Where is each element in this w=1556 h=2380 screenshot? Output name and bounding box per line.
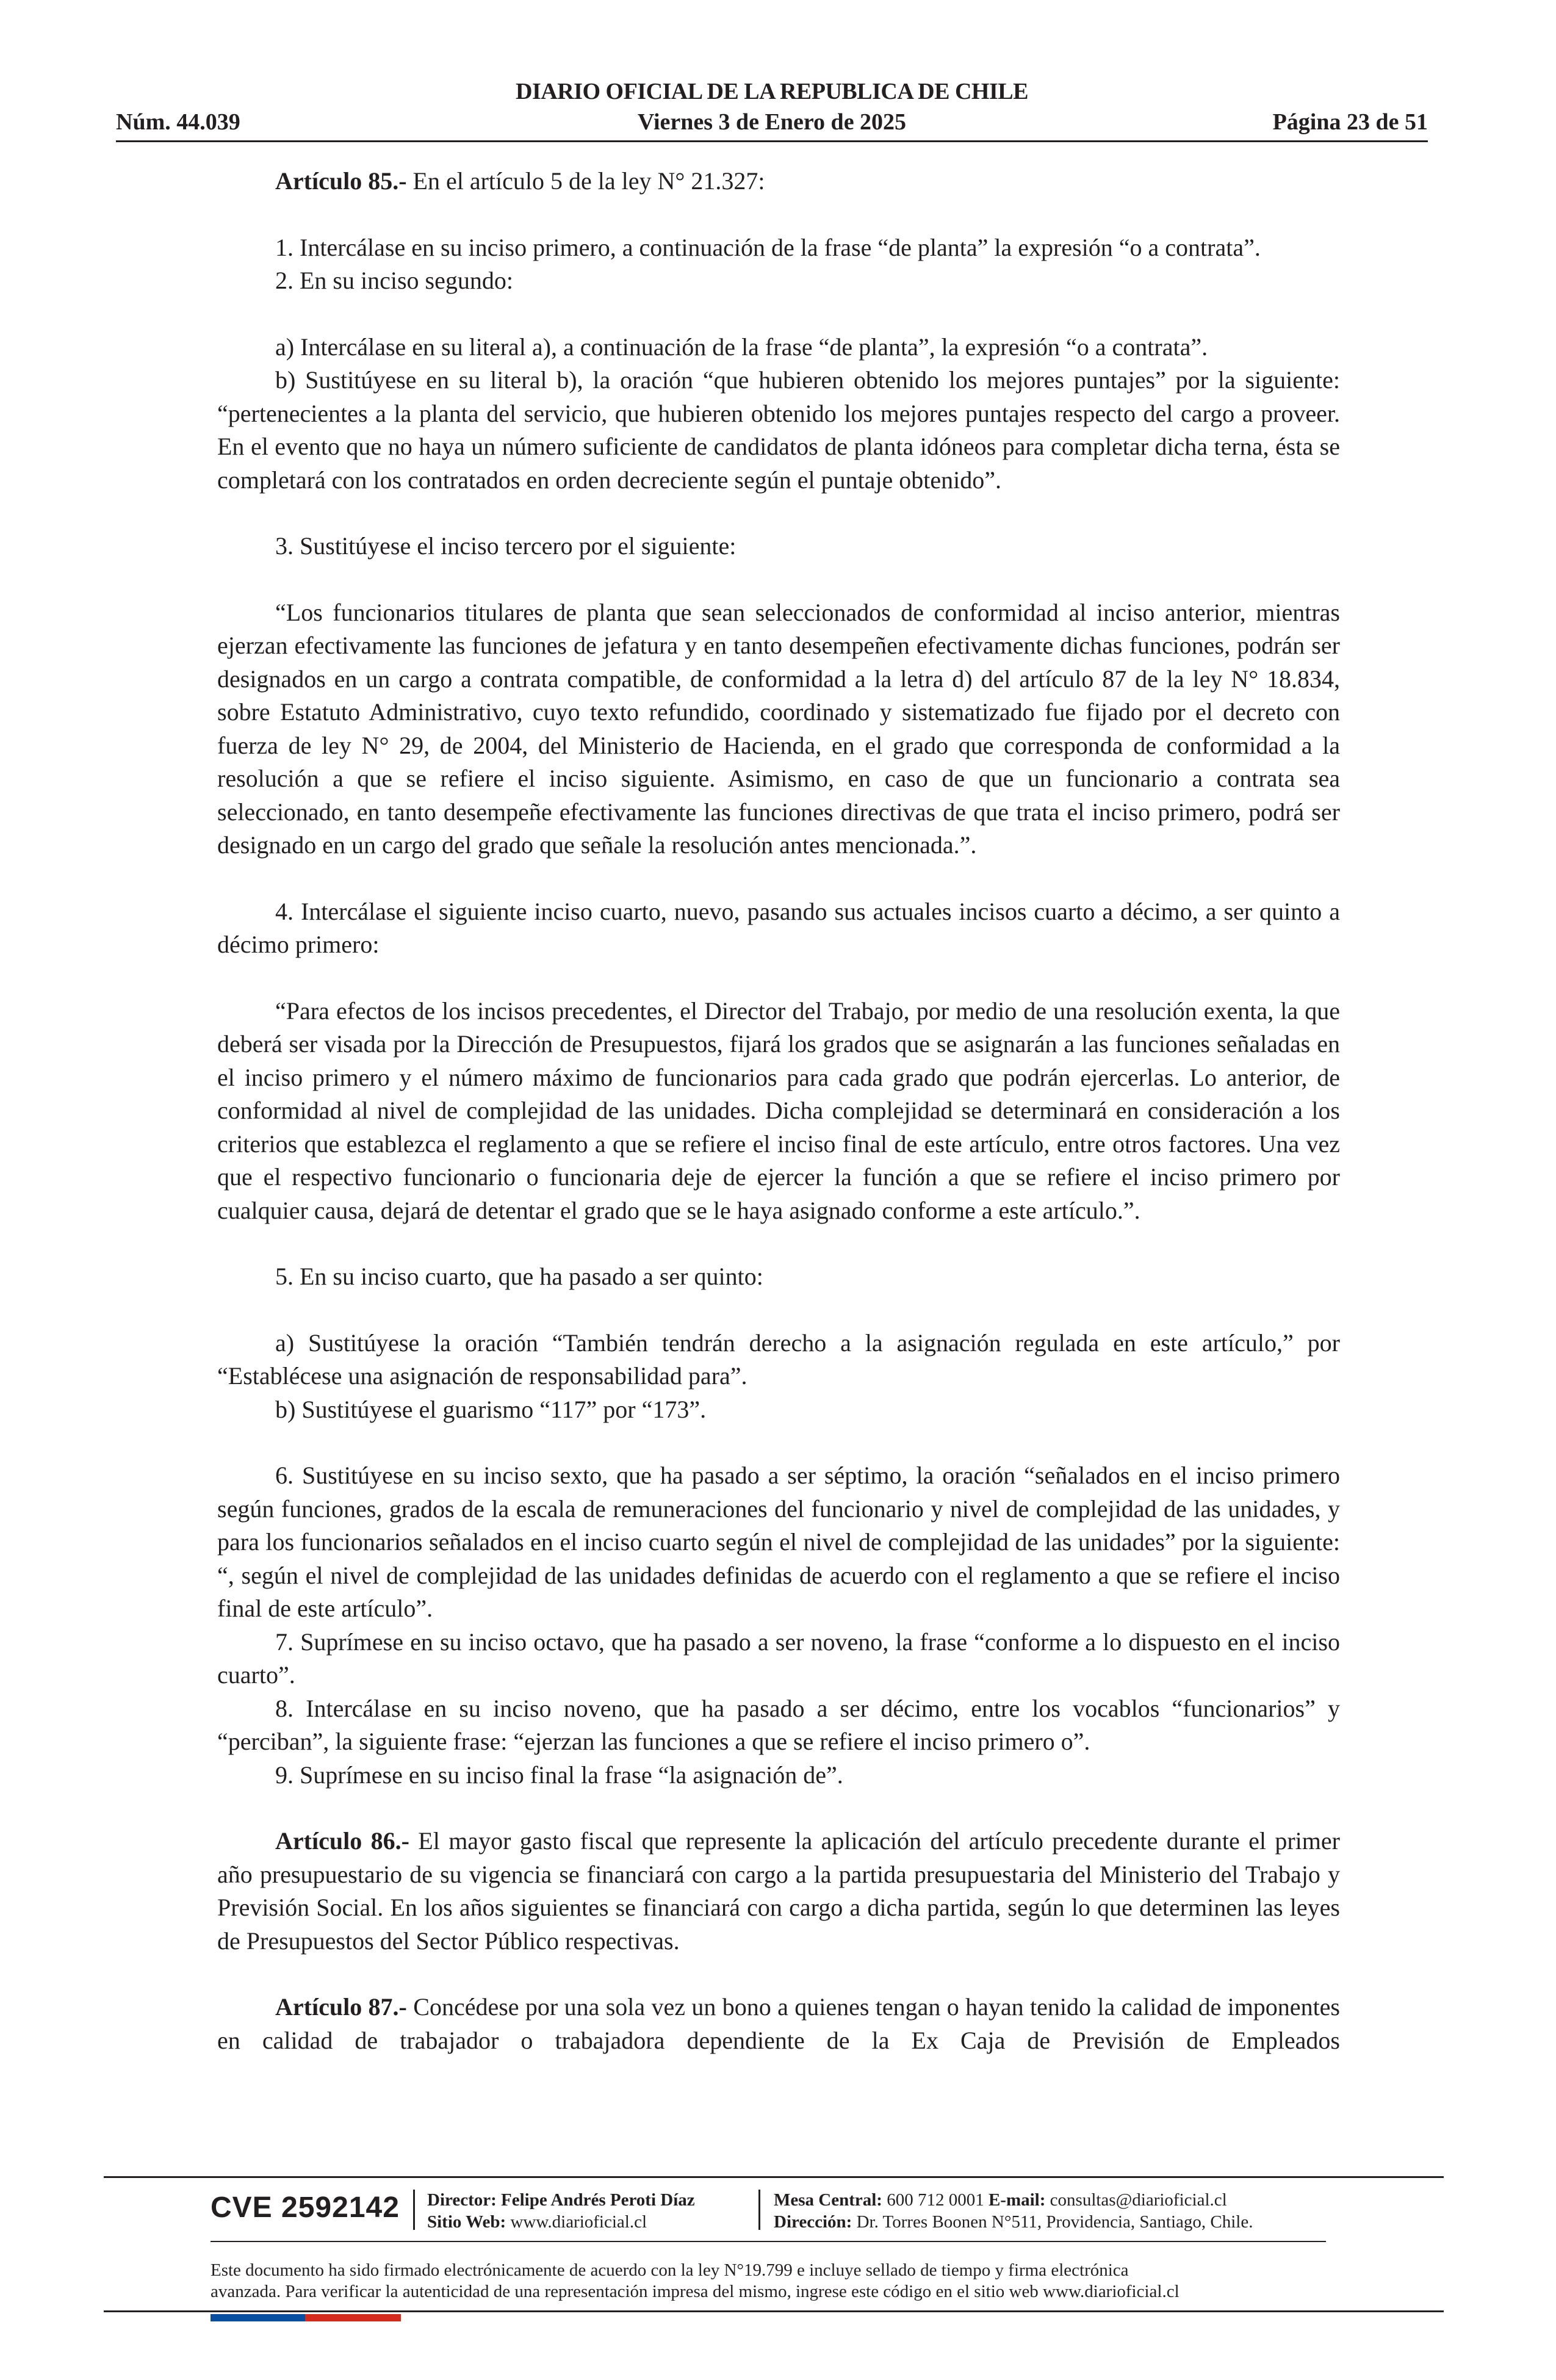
header-divider — [116, 140, 1428, 142]
flag-stripe-red — [305, 2314, 401, 2321]
web-label: Sitio Web: — [427, 2212, 506, 2232]
footer-mid-divider — [211, 2241, 1326, 2242]
article-86 — [217, 1825, 1340, 1958]
gazette-title: DIARIO OFICIAL DE LA REPUBLICA DE CHILE — [516, 79, 1028, 104]
item-3: 3. Sustitúyese el inciso tercero por el siguiente: — [275, 532, 737, 560]
item-2a: a) Intercálase en su literal a), a continuación de la frase “de planta”, la expresión “o a contrata”. — [275, 333, 1208, 361]
page-header — [116, 72, 1428, 144]
item-7: 7. Suprímese en su inciso octavo, que ha pasado a ser noveno, la frase “conforme a lo dispuesto en el inciso cuarto”. — [217, 1628, 1340, 1689]
contact-info — [774, 2189, 1253, 2233]
item-4: 4. Intercálase el siguiente inciso cuarto, nuevo, pasando sus actuales incisos cuarto a décimo, a ser quinto a décimo primero: — [217, 897, 1340, 958]
article-87-text: Concédese por una sola vez un bono a quienes tengan o hayan tenido la calidad de imponentes en calidad de trabajador o trabajadora dependiente de la Ex Caja de Previsión de Empleados — [217, 1993, 1340, 2054]
footer-separator — [413, 2190, 415, 2230]
article-85-intro: En el artículo 5 de la ley N° 21.327: — [406, 167, 765, 195]
item-1: 1. Intercálase en su inciso primero, a continuación de la frase “de planta” la expresión “o a contrata”. — [275, 233, 1261, 261]
document-body — [217, 165, 1340, 2057]
article-85-label: Artículo 85.- — [275, 167, 407, 195]
page-number: Página 23 de 51 — [1272, 109, 1428, 135]
legal-line-1: Este documento ha sido firmado electrónicamente de acuerdo con la ley N°19.799 e incluye sellado de tiempo y firma electrónica — [211, 2260, 1129, 2280]
item-8: 8. Intercálase en su inciso noveno, que ha pasado a ser décimo, entre los vocablos “funcionarios” y “perciban”, la siguiente frase: “ejerzan las funciones a que se refiere el inciso primero o”. — [217, 1694, 1340, 1755]
email-label: E-mail: — [988, 2190, 1046, 2210]
address-text: Dr. Torres Boonen N°511, Providencia, Santiago, Chile. — [856, 2212, 1253, 2232]
item-4-quote: “Para efectos de los incisos precedentes, el Director del Trabajo, por medio de una resolución exenta, la que deberá ser visada por la Dirección de Presupuestos, fijará los grados que se asignarán a las funciones señaladas en el inciso primero y el número máximo de funcionarios para cada grado que podrán ejercerlas. Lo anterior, de conformidad al nivel de complejidad de las unidades. Dicha complejidad se determinará en consideración a los criterios que establezca el reglamento a que se refiere el inciso final de este artículo, entre otros factores. Una vez que el respectivo funcionario o funcionaria deje de ejercer la función a que se refiere el inciso primero por cualquier causa, dejará de detentar el grado que se le haya asignado conforme a este artículo.”. — [217, 997, 1340, 1224]
item-5: 5. En su inciso cuarto, que ha pasado a ser quinto: — [275, 1263, 763, 1290]
footer-separator — [758, 2190, 760, 2230]
issue-date: Viernes 3 de Enero de 2025 — [637, 109, 907, 135]
email-link[interactable]: consultas@diarioficial.cl — [1050, 2190, 1227, 2210]
legal-line-2: avanzada. Para verificar la autenticidad de una representación impresa del mismo, ingrese este código en el sitio web www.diarioficial.cl — [211, 2282, 1180, 2301]
item-2b: b) Sustitúyese en su literal b), la oración “que hubieren obtenido los mejores puntajes” por la siguiente: “pertenecientes a la planta del servicio, que hubieren obtenido los mejores puntajes respecto del cargo a proveer. En el evento que no haya un número suficiente de candidatos de planta idóneos para completar dicha terna, ésta se completará con los contratados en orden decreciente según el puntaje obtenido”. — [217, 366, 1340, 494]
article-87 — [217, 1991, 1340, 2057]
article-86-label: Artículo 86.- — [275, 1827, 409, 1855]
mesa-label: Mesa Central: — [774, 2190, 882, 2210]
item-5b: b) Sustitúyese el guarismo “117” por “173”. — [275, 1395, 707, 1423]
flag-stripe-blue — [211, 2314, 305, 2321]
footer-top-divider — [104, 2176, 1444, 2178]
article-85-heading — [217, 165, 1340, 198]
director-info — [427, 2189, 695, 2233]
director-label: Director: — [427, 2190, 497, 2210]
item-6: 6. Sustitúyese en su inciso sexto, que ha pasado a ser séptimo, la oración “señalados en el inciso primero según funciones, grados de la escala de remuneraciones del funcionario y nivel de complejidad de las unidades, y para los funcionarios señalados en el inciso cuarto según el nivel de complejidad de las unidades” por la siguiente: “, según el nivel de complejidad de las unidades definidas de acuerdo con el reglamento a que se refiere el inciso final de este artículo”. — [217, 1462, 1340, 1622]
article-86-text: El mayor gasto fiscal que represente la aplicación del artículo precedente durante el primer año presupuestario de su vigencia se financiará con cargo a la partida presupuestaria del Ministerio del Trabajo y Previsión Social. En los años siguientes se financiará con cargo a dicha partida, según lo que determinen las leyes de Presupuestos del Sector Público respectivas. — [217, 1827, 1340, 1955]
item-5a: a) Sustitúyese la oración “También tendrán derecho a la asignación regulada en este artículo,” por “Establécese una asignación de responsabilidad para”. — [217, 1329, 1340, 1390]
issue-number: Núm. 44.039 — [116, 109, 240, 135]
phone-number: 600 712 0001 — [887, 2190, 984, 2210]
footer-bottom-divider — [104, 2310, 1444, 2312]
item-9: 9. Suprímese en su inciso final la frase “la asignación de”. — [275, 1761, 843, 1789]
article-87-label: Artículo 87.- — [275, 1993, 407, 2021]
item-3-quote: “Los funcionarios titulares de planta que sean seleccionados de conformidad al inciso anterior, mientras ejerzan efectivamente las funciones de jefatura y en tanto desempeñen efectivamente dichas funciones, podrán ser designados en un cargo a contrata compatible, de conformidad a la letra d) del artículo 87 de la ley N° 18.834, sobre Estatuto Administrativo, cuyo texto refundido, coordinado y sistematizado fue fijado por el decreto con fuerza de ley N° 29, de 2004, del Ministerio de Hacienda, en el grado que corresponda de conformidad a la resolución a que se refiere el inciso siguiente. Asimismo, en caso de que un funcionario a contrata sea seleccionado, en tanto desempeñe efectivamente las funciones directivas de que trata el inciso primero, podrá ser designado en un cargo del grado que señale la resolución antes mencionada.”. — [217, 598, 1340, 859]
director-name: Felipe Andrés Peroti Díaz — [501, 2190, 695, 2210]
cve-code: CVE 2592142 — [211, 2191, 400, 2224]
item-2: 2. En su inciso segundo: — [275, 267, 513, 294]
website-link[interactable]: www.diarioficial.cl — [510, 2212, 647, 2232]
legal-notice — [211, 2260, 1345, 2302]
address-label: Dirección: — [774, 2212, 852, 2232]
